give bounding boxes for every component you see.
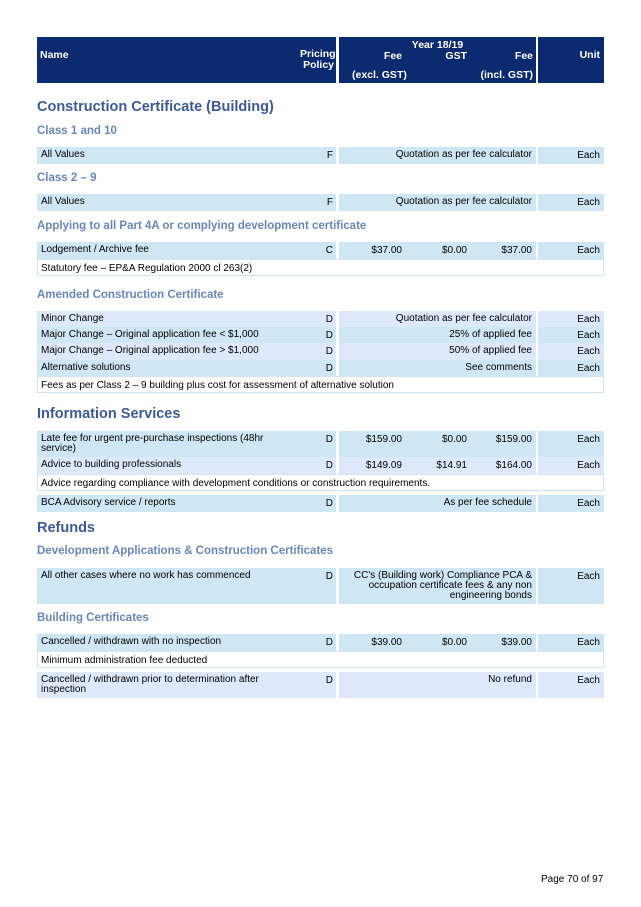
row-fee-text: As per fee schedule	[443, 497, 532, 508]
row-unit: Each	[577, 571, 600, 582]
row-gst: $0.00	[441, 245, 467, 256]
row-unit: Each	[577, 434, 600, 445]
row-name: All other cases where no work has commenced	[41, 570, 251, 581]
row-name: All Values	[41, 149, 85, 160]
row-unit: Each	[577, 675, 600, 686]
header-unit-cell	[538, 37, 604, 83]
row-policy: D	[325, 314, 333, 325]
row-note	[37, 376, 604, 393]
row-name: Major Change – Original application fee < $1,000	[41, 329, 259, 340]
row-fee: $159.00	[365, 434, 402, 445]
table-row	[37, 147, 604, 164]
header-pricing-policy: Pricing Policy	[300, 48, 336, 71]
row-fee-text: Quotation as per fee calculator	[395, 313, 532, 324]
row-unit: Each	[577, 150, 600, 161]
section-title-refunds: Refunds	[37, 520, 95, 536]
subsection-class-2-9: Class 2 – 9	[37, 172, 97, 184]
table-row	[37, 311, 604, 327]
row-policy: D	[325, 498, 333, 509]
subsection-dev-applications: Development Applications & Construction Certificates	[37, 545, 334, 557]
subsection-amended: Amended Construction Certificate	[37, 289, 224, 301]
table-row	[37, 634, 604, 651]
row-policy: D	[325, 571, 333, 582]
row-policy: D	[325, 330, 333, 341]
row-fee-incl: $159.00	[495, 434, 532, 445]
header-year-cell	[339, 37, 536, 83]
row-note	[37, 474, 604, 491]
row-unit: Each	[577, 197, 600, 208]
header-incl-gst: (incl. GST)	[480, 69, 533, 81]
table-row	[37, 495, 604, 512]
row-policy: F	[326, 150, 333, 161]
row-name: Cancelled / withdrawn with no inspection	[41, 636, 222, 647]
row-policy: D	[325, 346, 333, 357]
row-note-text: Minimum administration fee deducted	[41, 655, 208, 666]
row-note-text: Fees as per Class 2 – 9 building plus cost for assessment of alternative solution	[41, 380, 394, 391]
table-row	[37, 343, 604, 360]
row-fee-text: No refund	[488, 674, 532, 685]
row-gst: $0.00	[441, 434, 467, 445]
table-row	[37, 360, 604, 376]
table-row	[37, 568, 604, 604]
row-name: Alternative solutions	[41, 362, 131, 373]
header-fee: Fee	[383, 50, 402, 62]
row-policy: C	[325, 245, 333, 256]
header-name-cell	[37, 37, 336, 83]
row-gst: $0.00	[441, 637, 467, 648]
row-fee-incl: $39.00	[501, 637, 532, 648]
subsection-part-4a: Applying to all Part 4A or complying development certificate	[37, 220, 367, 232]
row-name: BCA Advisory service / reports	[41, 497, 176, 508]
row-policy: D	[325, 434, 333, 445]
row-name: Advice to building professionals	[41, 459, 182, 470]
row-name: Late fee for urgent pre-purchase inspections (48hr service)	[41, 433, 264, 454]
section-title-information-services: Information Services	[37, 406, 181, 422]
table-row	[37, 457, 604, 474]
row-unit: Each	[577, 330, 600, 341]
row-unit: Each	[577, 346, 600, 357]
subsection-class-1-10: Class 1 and 10	[37, 125, 117, 137]
row-fee: $37.00	[371, 245, 402, 256]
row-unit: Each	[577, 363, 600, 374]
row-policy: D	[325, 460, 333, 471]
row-name: All Values	[41, 196, 85, 207]
row-name: Major Change – Original application fee > $1,000	[41, 345, 259, 356]
row-fee-text: 25% of applied fee	[449, 329, 532, 340]
row-unit: Each	[577, 637, 600, 648]
fee-schedule-page	[37, 37, 604, 695]
row-policy: D	[325, 675, 333, 686]
row-fee-incl: $37.00	[501, 245, 532, 256]
page-number: Page 70 of 97	[541, 874, 604, 885]
row-note	[37, 259, 604, 276]
row-name: Lodgement / Archive fee	[41, 244, 149, 255]
row-name: Minor Change	[41, 313, 104, 324]
row-gst: $14.91	[436, 460, 467, 471]
header-excl-gst: (excl. GST)	[352, 69, 407, 81]
row-policy: D	[325, 363, 333, 374]
table-row	[37, 242, 604, 259]
row-unit: Each	[577, 314, 600, 325]
row-fee-text: See comments	[465, 362, 532, 373]
row-note-text: Advice regarding compliance with development conditions or construction requirements.	[41, 478, 431, 489]
table-row	[37, 194, 604, 211]
header-gst: GST	[445, 50, 467, 62]
header-year: Year 18/19	[411, 39, 464, 51]
row-fee-text: Quotation as per fee calculator	[395, 149, 532, 160]
section-title-construction-certificate: Construction Certificate (Building)	[37, 99, 274, 115]
header-name: Name	[40, 49, 69, 61]
row-note	[37, 651, 604, 668]
row-fee-incl: $164.00	[495, 460, 532, 471]
subsection-building-certificates: Building Certificates	[37, 612, 149, 624]
row-fee-text: CC's (Building work) Compliance PCA & occupation certificate fees & any non engineering bonds	[353, 570, 532, 601]
row-name: Cancelled / withdrawn prior to determination after inspection	[41, 674, 259, 695]
table-row	[37, 431, 604, 457]
table-row	[37, 327, 604, 343]
row-note-text: Statutory fee – EP&A Regulation 2000 cl 263(2)	[41, 263, 253, 274]
row-policy: F	[326, 197, 333, 208]
row-unit: Each	[577, 245, 600, 256]
row-policy: D	[325, 637, 333, 648]
row-fee: $39.00	[371, 637, 402, 648]
table-header	[37, 37, 604, 83]
header-unit: Unit	[579, 49, 600, 61]
row-fee-text: Quotation as per fee calculator	[395, 196, 532, 207]
row-fee: $149.09	[365, 460, 402, 471]
header-fee-incl: Fee	[514, 50, 533, 62]
row-fee-text: 50% of applied fee	[449, 345, 532, 356]
row-unit: Each	[577, 498, 600, 509]
table-row	[37, 672, 604, 698]
row-unit: Each	[577, 460, 600, 471]
